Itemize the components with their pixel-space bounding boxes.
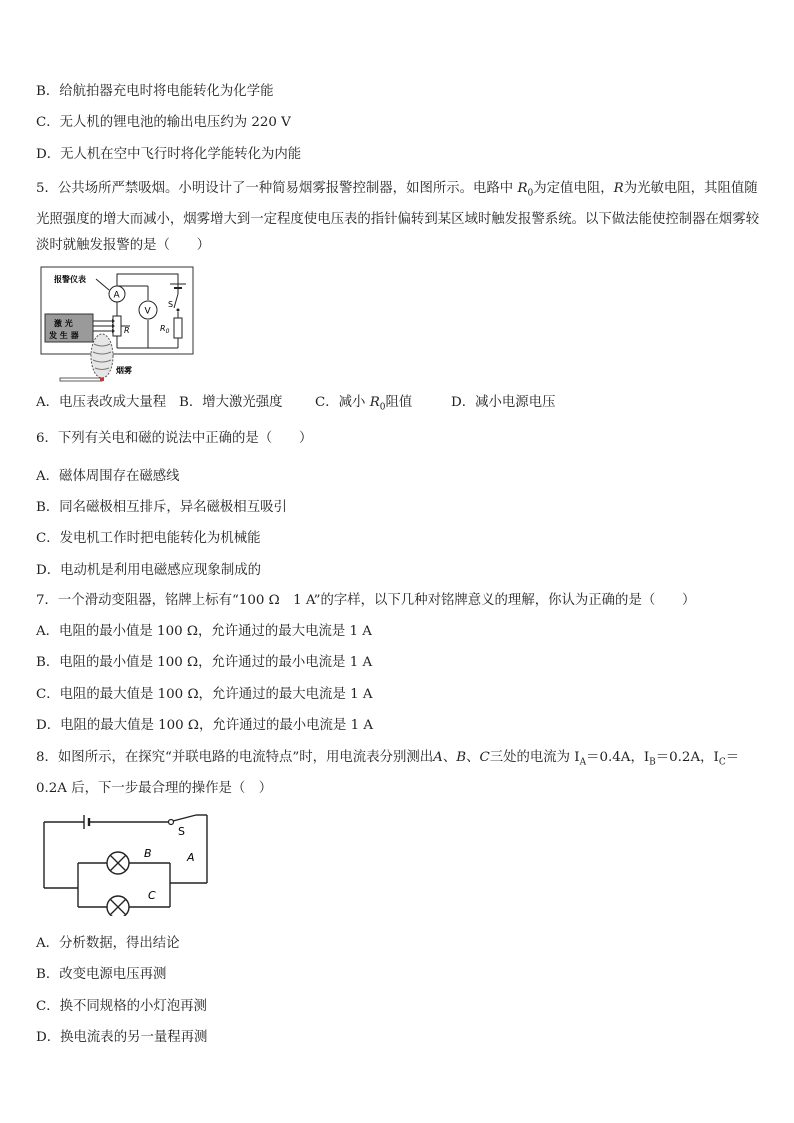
q5-laser-label-2: 发 生 器: [49, 331, 79, 340]
q5-meter-label: 报警仪表: [54, 275, 86, 284]
q7-option-b[interactable]: B．电阻的最小值是 100 Ω，允许通过的最小电流是 1 A: [36, 655, 373, 670]
prev-option-b: B．给航拍器充电时将电能转化为化学能: [36, 84, 274, 99]
q7-option-d[interactable]: D．电阻的最大值是 100 Ω，允许通过的最小电流是 1 A: [36, 718, 374, 733]
q5-option-b[interactable]: B．增大激光强度: [179, 395, 283, 410]
q5-r-label: R: [124, 326, 130, 335]
q8-option-c[interactable]: C．换不同规格的小灯泡再测: [36, 999, 207, 1014]
q8-point-a-label: A: [187, 851, 195, 864]
q8-switch-label: S: [178, 825, 185, 838]
q7-option-a[interactable]: A．电阻的最小值是 100 Ω，允许通过的最大电流是 1 A: [36, 624, 372, 639]
q6-option-c[interactable]: C．发电机工作时把电能转化为机械能: [36, 531, 261, 546]
prev-option-c: C．无人机的锂电池的输出电压约为 220 V: [36, 115, 291, 130]
q5-laser-label-1: 激 光: [54, 319, 73, 328]
q6-option-d[interactable]: D．电动机是利用电磁感应现象制成的: [36, 563, 261, 578]
q5-voltmeter-label: V: [144, 306, 151, 317]
q8-option-a[interactable]: A．分析数据，得出结论: [36, 936, 180, 951]
q8-option-b[interactable]: B．改变电源电压再测: [36, 967, 167, 982]
q5-switch-label: S: [168, 300, 174, 309]
q8-point-c-label: C: [148, 889, 156, 902]
q7-option-c[interactable]: C．电阻的最大值是 100 Ω，允许通过的最大电流是 1 A: [36, 687, 373, 702]
q8-circuit-figure: [40, 812, 212, 916]
q5-stem: 5．公共场所严禁吸烟。小明设计了一种简易烟雾报警控制器，如图所示。电路中 $R_0$为定值电阻，R为光敏电阻，其阻值随光照强度的增大而减小，烟雾增大到一定程度使电压表的指针偏转到某区域时触发报警系统。以下做法能使控制器在烟雾较淡时就触发报警的是（ ）: [36, 181, 760, 253]
q8-option-d[interactable]: D．换电流表的另一量程再测: [36, 1030, 208, 1045]
q6-stem: 6．下列有关电和磁的说法中正确的是（ ）: [36, 431, 313, 446]
q6-option-a[interactable]: A．磁体周围存在磁感线: [36, 469, 180, 484]
svg-text:R0: $R_0$: [160, 324, 170, 335]
q8-point-b-label: B: [144, 847, 152, 860]
q5-circuit-figure: [40, 266, 195, 386]
q5-option-c[interactable]: C．减小 $R_0$阻值: [315, 395, 413, 413]
q5-smoke-label: 烟雾: [116, 366, 132, 375]
q5-ammeter-label: A: [113, 290, 120, 301]
q8-stem: 8．如图所示，在探究“并联电路的电流特点”时，用电流表分别测出A、B、C三处的电流为 $I_A=0.4A$，$I_B=0.2A$，$I_C=0.2A$ 后，下一步最合理的操作是（ ）: [36, 750, 740, 796]
prev-option-d: D．无人机在空中飞行时将化学能转化为内能: [36, 147, 302, 162]
q6-option-b[interactable]: B．同名磁极相互排斥，异名磁极相互吸引: [36, 500, 287, 515]
q5-option-a[interactable]: A．电压表改成大量程: [36, 395, 167, 410]
q7-stem: 7．一个滑动变阻器，铭牌上标有“100 Ω 1 A”的字样，以下几种对铭牌意义的理解，你认为正确的是（ ）: [36, 593, 696, 608]
q5-option-d[interactable]: D．减小电源电压: [451, 395, 556, 410]
